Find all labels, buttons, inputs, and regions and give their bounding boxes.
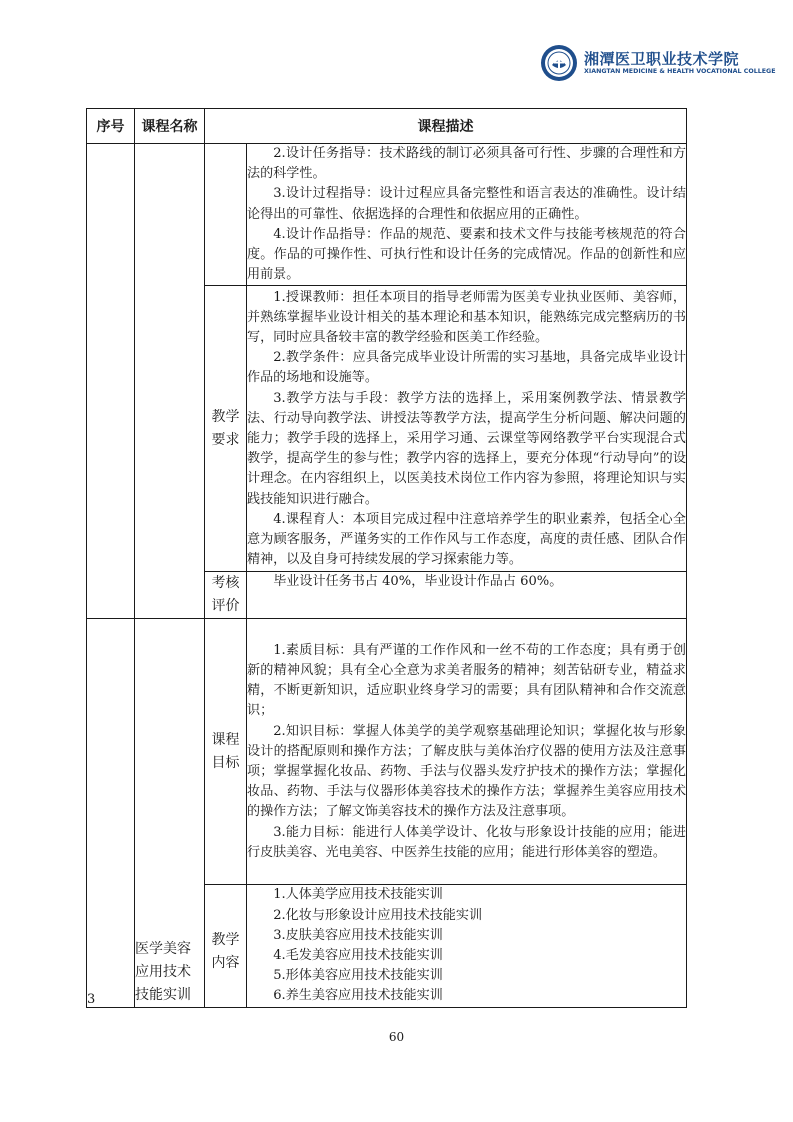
list-item: 6.养生美容应用技术技能实训 <box>273 988 443 1004</box>
continued-desc-cell <box>247 144 687 286</box>
teaching-content-list <box>247 885 687 1007</box>
header-course-name: 课程名称 <box>135 109 205 144</box>
college-logo <box>540 44 776 84</box>
course-name-cell: 医学美容应用技术技能实训 <box>135 619 205 1007</box>
list-item: 4.毛发美容应用技术技能实训 <box>273 948 443 964</box>
desc-paragraph: 2.设计任务指导：技术路线的制订必须具备可行性、步骤的合理性和方法的科学性。 <box>247 146 686 182</box>
header-seq: 序号 <box>87 109 135 144</box>
assessment-desc <box>247 572 687 619</box>
desc-paragraph: 4.设计作品指导：作品的规范、要素和技术文件与技能考核规范的符合度。作品的可操作性、可执行性和设计任务的完成情况。作品的创新性和应用前景。 <box>247 226 686 283</box>
desc-paragraph: 2.教学条件：应具备完成毕业设计所需的实习基地，具备完成毕业设计作品的场地和设施等。 <box>247 350 686 386</box>
desc-paragraph: 1.素质目标：具有严谨的工作作风和一丝不苟的工作态度；具有勇于创新的精神风貌；具有全心全意为求美者服务的精神；刻苦钻研专业，精益求精，不断更新知识，适应职业终身学习的需要；具有团队精神和合作交流意识； <box>247 642 686 719</box>
table-header-row <box>87 109 687 144</box>
teaching-req-label: 教学要求 <box>205 286 247 572</box>
desc-paragraph: 3.能力目标：能进行人体美学设计、化妆与形象设计技能的应用；能进行皮肤美容、光电美容、中医养生技能的应用；能进行形体美容的塑造。 <box>247 824 686 860</box>
list-item: 2.化妆与形象设计应用技术技能实训 <box>273 907 483 923</box>
list-item: 1.人体美学应用技术技能实训 <box>273 887 443 903</box>
desc-paragraph: 1.授课教师：担任本项目的指导老师需为医美专业执业医师、美容师，并熟练掌握毕业设计相关的基本理论和基本知识，能熟练完成完整病历的书写，同时应具备较丰富的教学经验和医美工作经验。 <box>247 289 686 345</box>
logo-chinese-name: 湘潭医卫职业技术学院 <box>584 50 740 68</box>
course-goals-desc <box>247 619 687 885</box>
course-goals-label: 课程目标 <box>205 619 247 885</box>
list-item: 3.皮肤美容应用技术技能实训 <box>273 927 443 943</box>
seq-cell-3: 3 <box>87 619 135 1007</box>
desc-paragraph: 3.设计过程指导：设计过程应具备完整性和语言表达的准确性。设计结论得出的可靠性、依据选择的合理性和依据应用的正确性。 <box>247 186 686 222</box>
header-course-desc: 课程描述 <box>205 109 687 144</box>
desc-paragraph: 毕业设计任务书占 40%，毕业设计作品占 60%。 <box>273 574 563 590</box>
seq-cell-empty <box>87 144 135 619</box>
page-number: 60 <box>388 1030 405 1044</box>
teaching-content-label: 教学内容 <box>205 885 247 1007</box>
college-seal-icon <box>540 44 578 82</box>
list-item: 5.形体美容应用技术技能实训 <box>273 968 443 984</box>
desc-paragraph: 3.教学方法与手段：教学方法的选择上，采用案例教学法、情景教学法、行动导向教学法、讲授法等教学方法，提高学生分析问题、解决问题的能力；教学手段的选择上，采用学习通、云课堂等网络教学平台实现混合式教学，提高学生的参与性；教学内容的选择上，要充分体现“行动导向”的设计理念。在内容组织上，以医美技术岗位工作内容为参照，将理论知识与实践技能知识进行融合。 <box>247 390 686 507</box>
course-table <box>86 108 687 1008</box>
table-row <box>87 144 687 286</box>
teaching-req-desc <box>247 286 687 572</box>
table-row <box>87 619 687 885</box>
desc-paragraph: 4.课程育人：本项目完成过程中注意培养学生的职业素养，包括全心全意为顾客服务，严谨务实的工作作风与工作态度，高度的责任感、团队合作精神，以及自身可持续发展的学习探索能力等。 <box>247 511 686 568</box>
sub-label-cell-empty <box>205 144 247 286</box>
desc-paragraph: 2.知识目标：掌握人体美学的美学观察基础理论知识；掌握化妆与形象设计的搭配原则和操作方法；了解皮肤与美体治疗仪器的使用方法及注意事项；掌握掌握化妆品、药物、手法与仪器头发疗护技术的操作方法；掌握化妆品、药物、手法与仪器形体美容技术的操作方法；掌握养生美容应用技术的操作方法；了解文饰美容技术的操作方法及注意事项。 <box>247 723 686 820</box>
name-cell-empty <box>135 144 205 619</box>
assessment-label: 考核评价 <box>205 572 247 619</box>
logo-english-name: XIANGTAN MEDICINE & HEALTH VOCATIONAL COLLEGE <box>584 68 776 75</box>
